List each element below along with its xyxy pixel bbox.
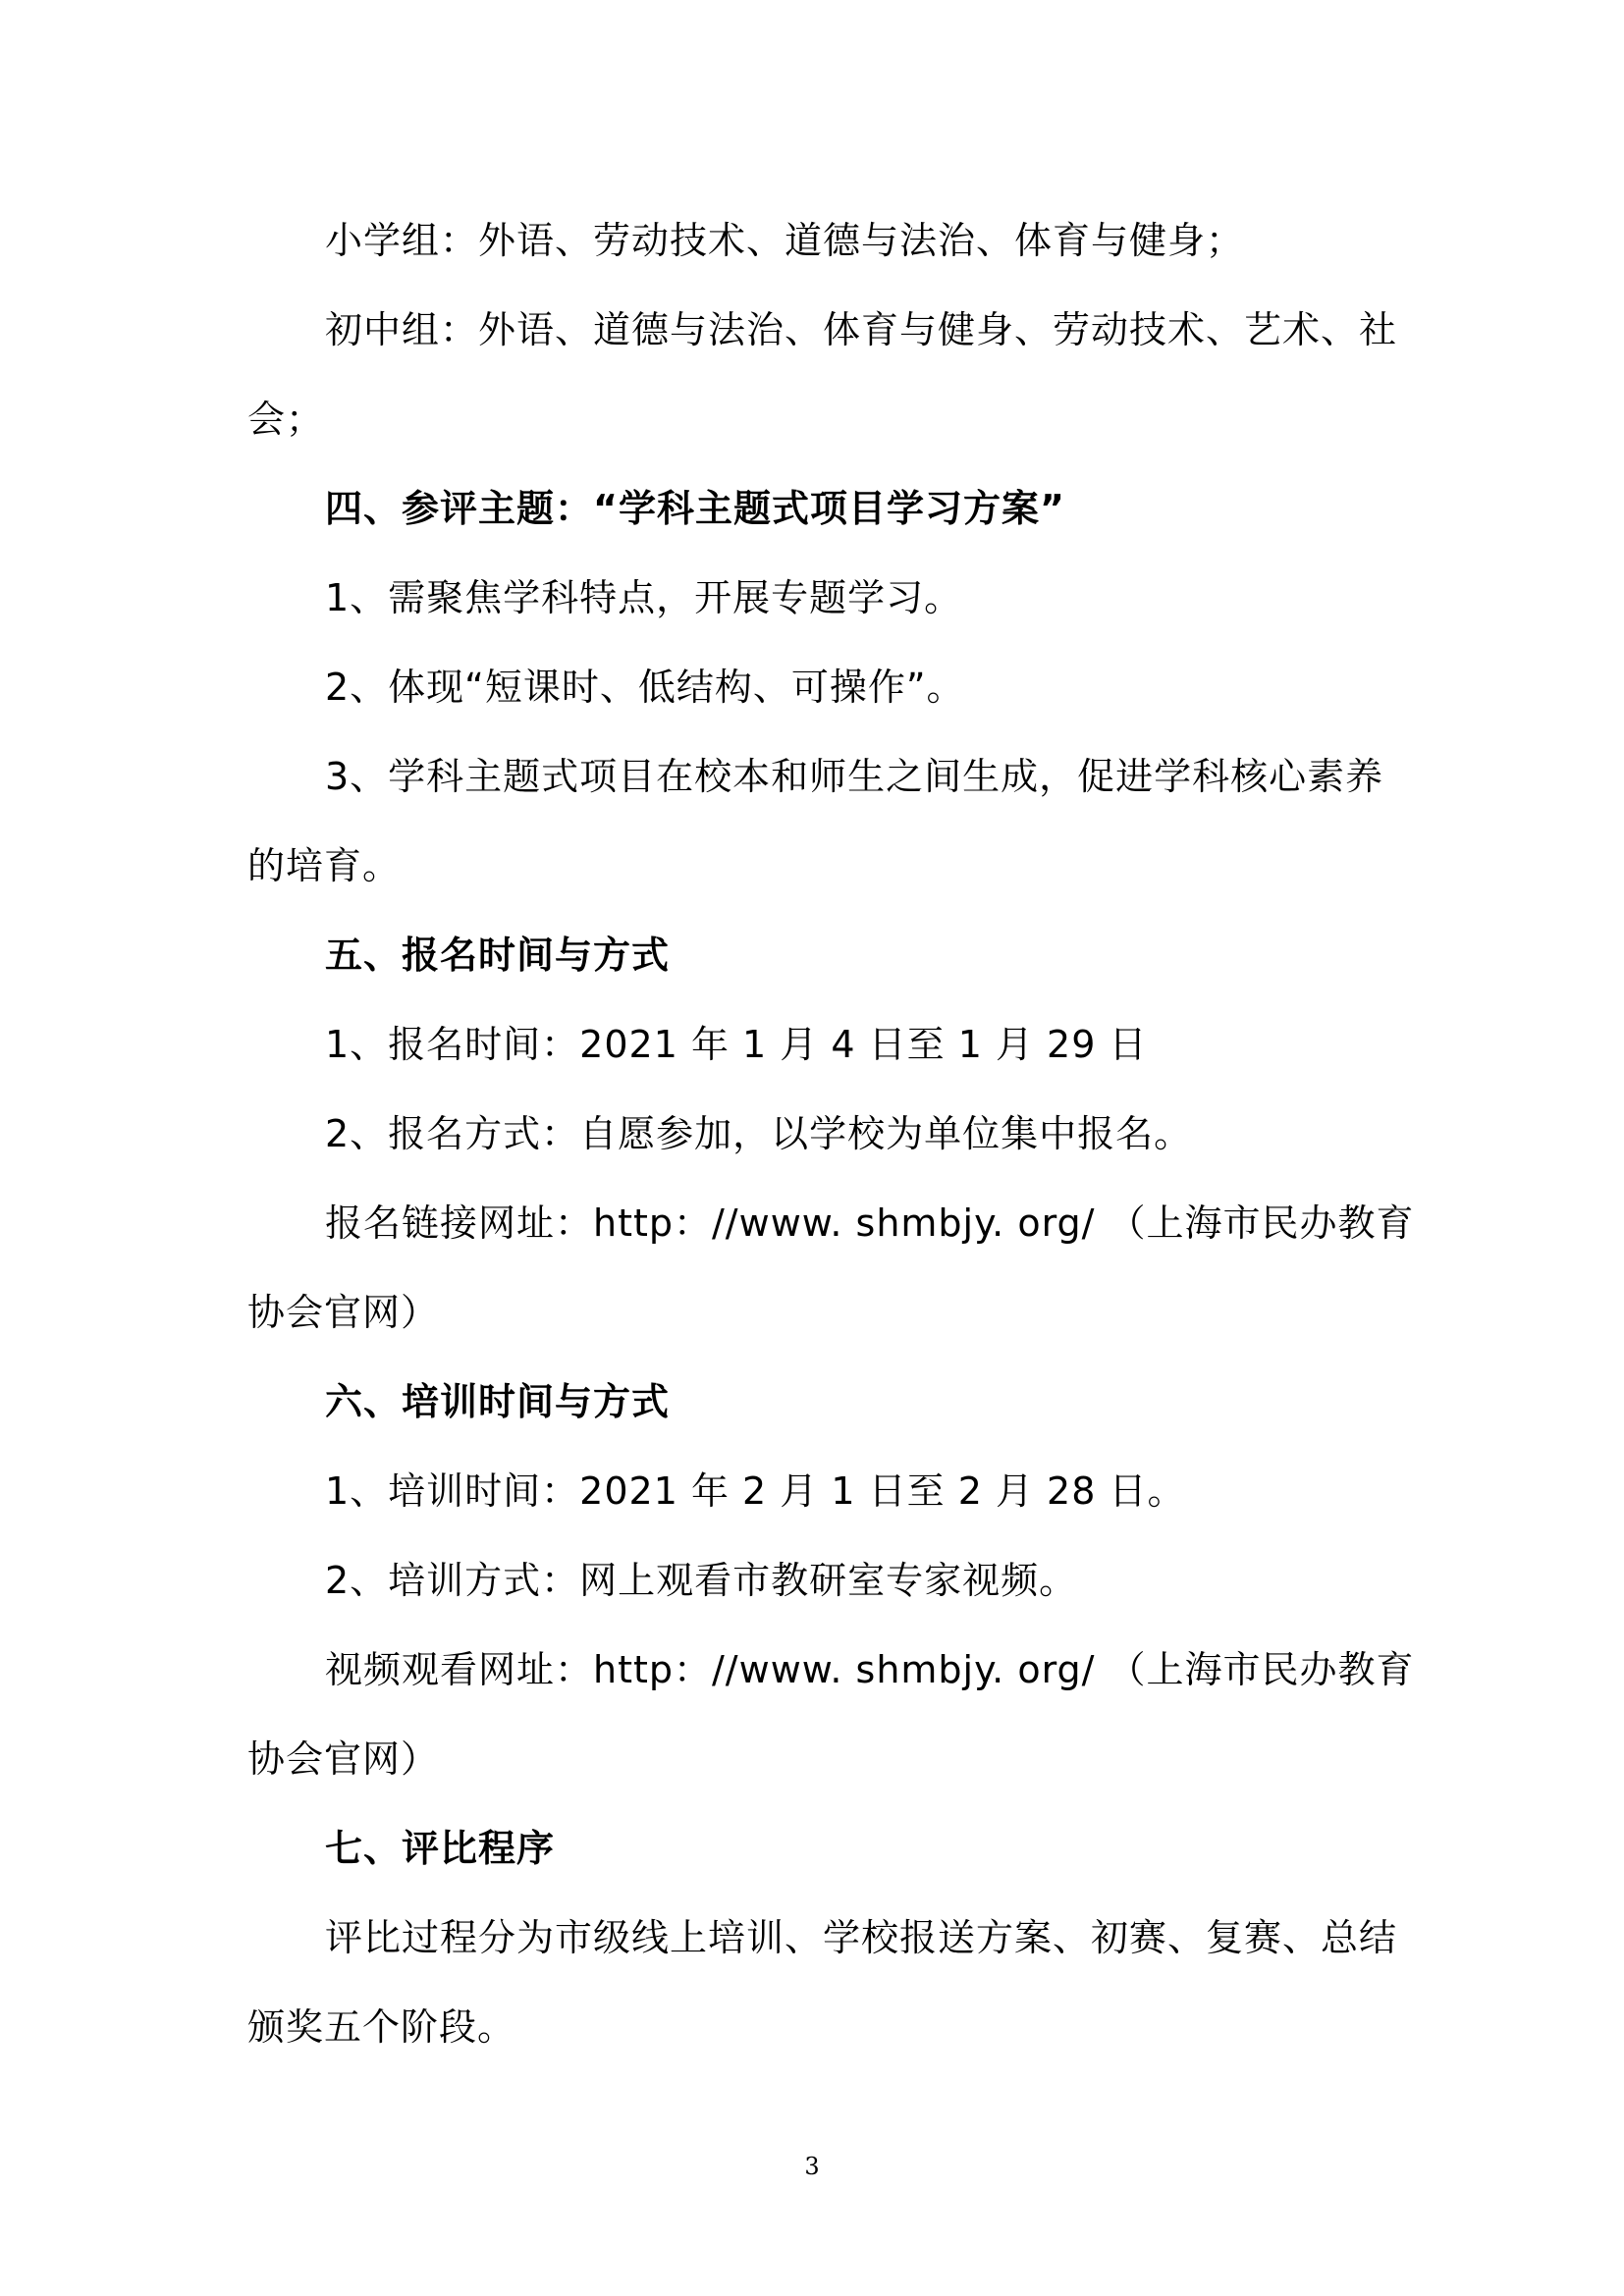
theme-item-3: 3、学科主题式项目在校本和师生之间生成，促进学科核心素养	[325, 755, 1384, 798]
training-time: 1、培训时间：2021 年 2 月 1 日至 2 月 28 日。	[325, 1469, 1186, 1513]
registration-link: 报名链接网址：http：//www. shmbjy. org/ （上海市民办教育	[325, 1201, 1415, 1245]
page-number: 3	[804, 2153, 820, 2180]
training-method: 2、培训方式：网上观看市教研室专家视频。	[325, 1559, 1078, 1602]
theme-item-2: 2、体现“短课时、低结构、可操作”。	[325, 666, 965, 709]
procedure-text: 评比过程分为市级线上培训、学校报送方案、初赛、复赛、总结	[325, 1916, 1398, 1959]
registration-time: 1、报名时间：2021 年 1 月 4 日至 1 月 29 日	[325, 1023, 1148, 1066]
video-link-continued: 协会官网）	[247, 1737, 440, 1781]
section-heading-procedure: 七、评比程序	[325, 1827, 556, 1870]
video-link: 视频观看网址：http：//www. shmbjy. org/ （上海市民办教育	[325, 1648, 1415, 1691]
section-heading-training: 六、培训时间与方式	[325, 1380, 671, 1423]
procedure-text-continued: 颁奖五个阶段。	[247, 2005, 516, 2049]
junior-group-subjects-continued: 会；	[247, 398, 325, 441]
junior-group-subjects: 初中组：外语、道德与法治、体育与健身、劳动技术、艺术、社	[325, 308, 1398, 351]
primary-group-subjects: 小学组：外语、劳动技术、道德与法治、体育与健身；	[325, 219, 1245, 262]
registration-link-continued: 协会官网）	[247, 1291, 440, 1334]
section-heading-registration: 五、报名时间与方式	[325, 934, 671, 977]
registration-method: 2、报名方式：自愿参加，以学校为单位集中报名。	[325, 1112, 1193, 1155]
theme-item-3-continued: 的培育。	[247, 844, 402, 887]
theme-item-1: 1、需聚焦学科特点，开展专题学习。	[325, 576, 963, 619]
section-heading-theme: 四、参评主题：“学科主题式项目学习方案”	[325, 487, 1065, 530]
